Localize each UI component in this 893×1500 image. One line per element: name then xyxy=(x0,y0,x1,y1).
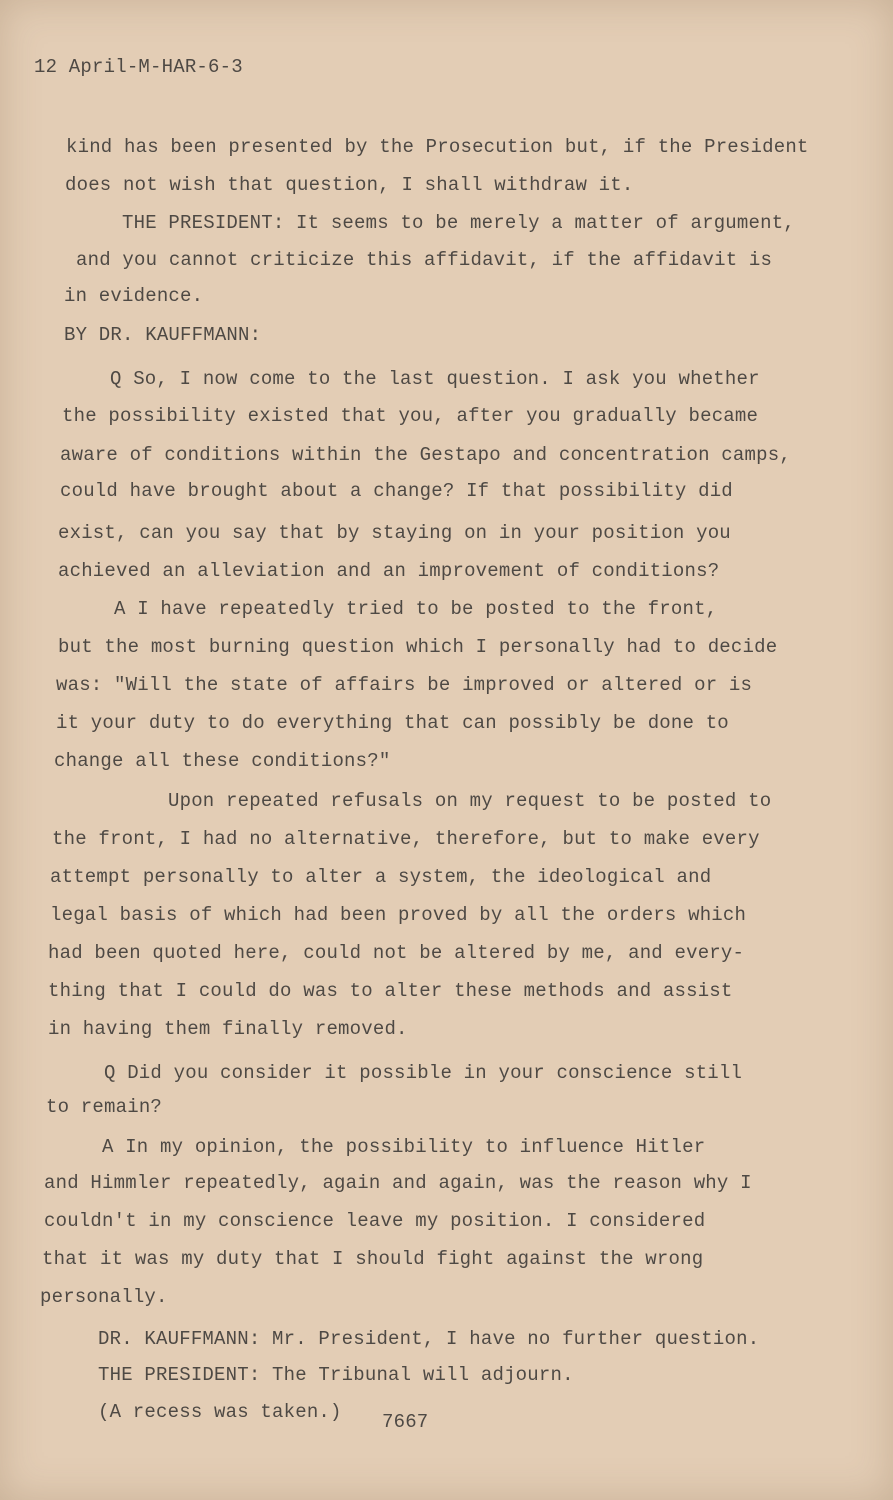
text-line: it your duty to do everything that can possibly be done to xyxy=(56,712,729,734)
text-line: had been quoted here, could not be altered by me, and every- xyxy=(48,942,745,964)
text-line: but the most burning question which I personally had to decide xyxy=(58,636,778,658)
text-line: exist, can you say that by staying on in your position you xyxy=(58,522,731,544)
text-line: Upon repeated refusals on my request to be posted to xyxy=(168,790,772,812)
text-line: that it was my duty that I should fight against the wrong xyxy=(42,1248,704,1270)
text-line: and you cannot criticize this affidavit, if the affidavit is xyxy=(76,249,773,271)
text-line: in having them finally removed. xyxy=(48,1018,408,1040)
text-line: achieved an alleviation and an improvement of conditions? xyxy=(58,560,720,582)
text-line: and Himmler repeatedly, again and again, was the reason why I xyxy=(44,1172,752,1194)
text-line: could have brought about a change? If that possibility did xyxy=(60,480,733,502)
text-line: legal basis of which had been proved by all the orders which xyxy=(50,904,747,926)
text-line: (A recess was taken.) xyxy=(98,1401,342,1423)
text-line: was: "Will the state of affairs be improved or altered or is xyxy=(56,674,753,696)
text-line: to remain? xyxy=(46,1096,163,1118)
text-line: personally. xyxy=(40,1286,168,1308)
answer-line: A I have repeatedly tried to be posted to the front, xyxy=(114,598,718,620)
text-line: attempt personally to alter a system, the ideological and xyxy=(50,866,712,888)
question-line: Q So, I now come to the last question. I ask you whether xyxy=(110,368,760,390)
text-line: THE PRESIDENT: The Tribunal will adjourn. xyxy=(98,1364,574,1386)
text-line: the possibility existed that you, after you gradually became xyxy=(62,405,759,427)
text-line: change all these conditions?" xyxy=(54,750,391,772)
text-line: kind has been presented by the Prosecution but, if the President xyxy=(66,136,809,158)
section-heading: BY DR. KAUFFMANN: xyxy=(64,324,262,346)
page-header: 12 April-M-HAR-6-3 xyxy=(34,56,243,78)
text-line: does not wish that question, I shall withdraw it. xyxy=(65,174,634,196)
text-line: the front, I had no alternative, therefore, but to make every xyxy=(52,828,760,850)
page-number: 7667 xyxy=(382,1411,429,1433)
text-line: in evidence. xyxy=(64,285,204,307)
text-line: couldn't in my conscience leave my position. I considered xyxy=(44,1210,706,1232)
text-line: THE PRESIDENT: It seems to be merely a matter of argument, xyxy=(122,212,795,234)
answer-line: A In my opinion, the possibility to influence Hitler xyxy=(102,1136,706,1158)
text-line: thing that I could do was to alter these methods and assist xyxy=(48,980,733,1002)
text-line: DR. KAUFFMANN: Mr. President, I have no further question. xyxy=(98,1328,760,1350)
text-line: aware of conditions within the Gestapo and concentration camps, xyxy=(60,444,791,466)
question-line: Q Did you consider it possible in your conscience still xyxy=(104,1062,743,1084)
